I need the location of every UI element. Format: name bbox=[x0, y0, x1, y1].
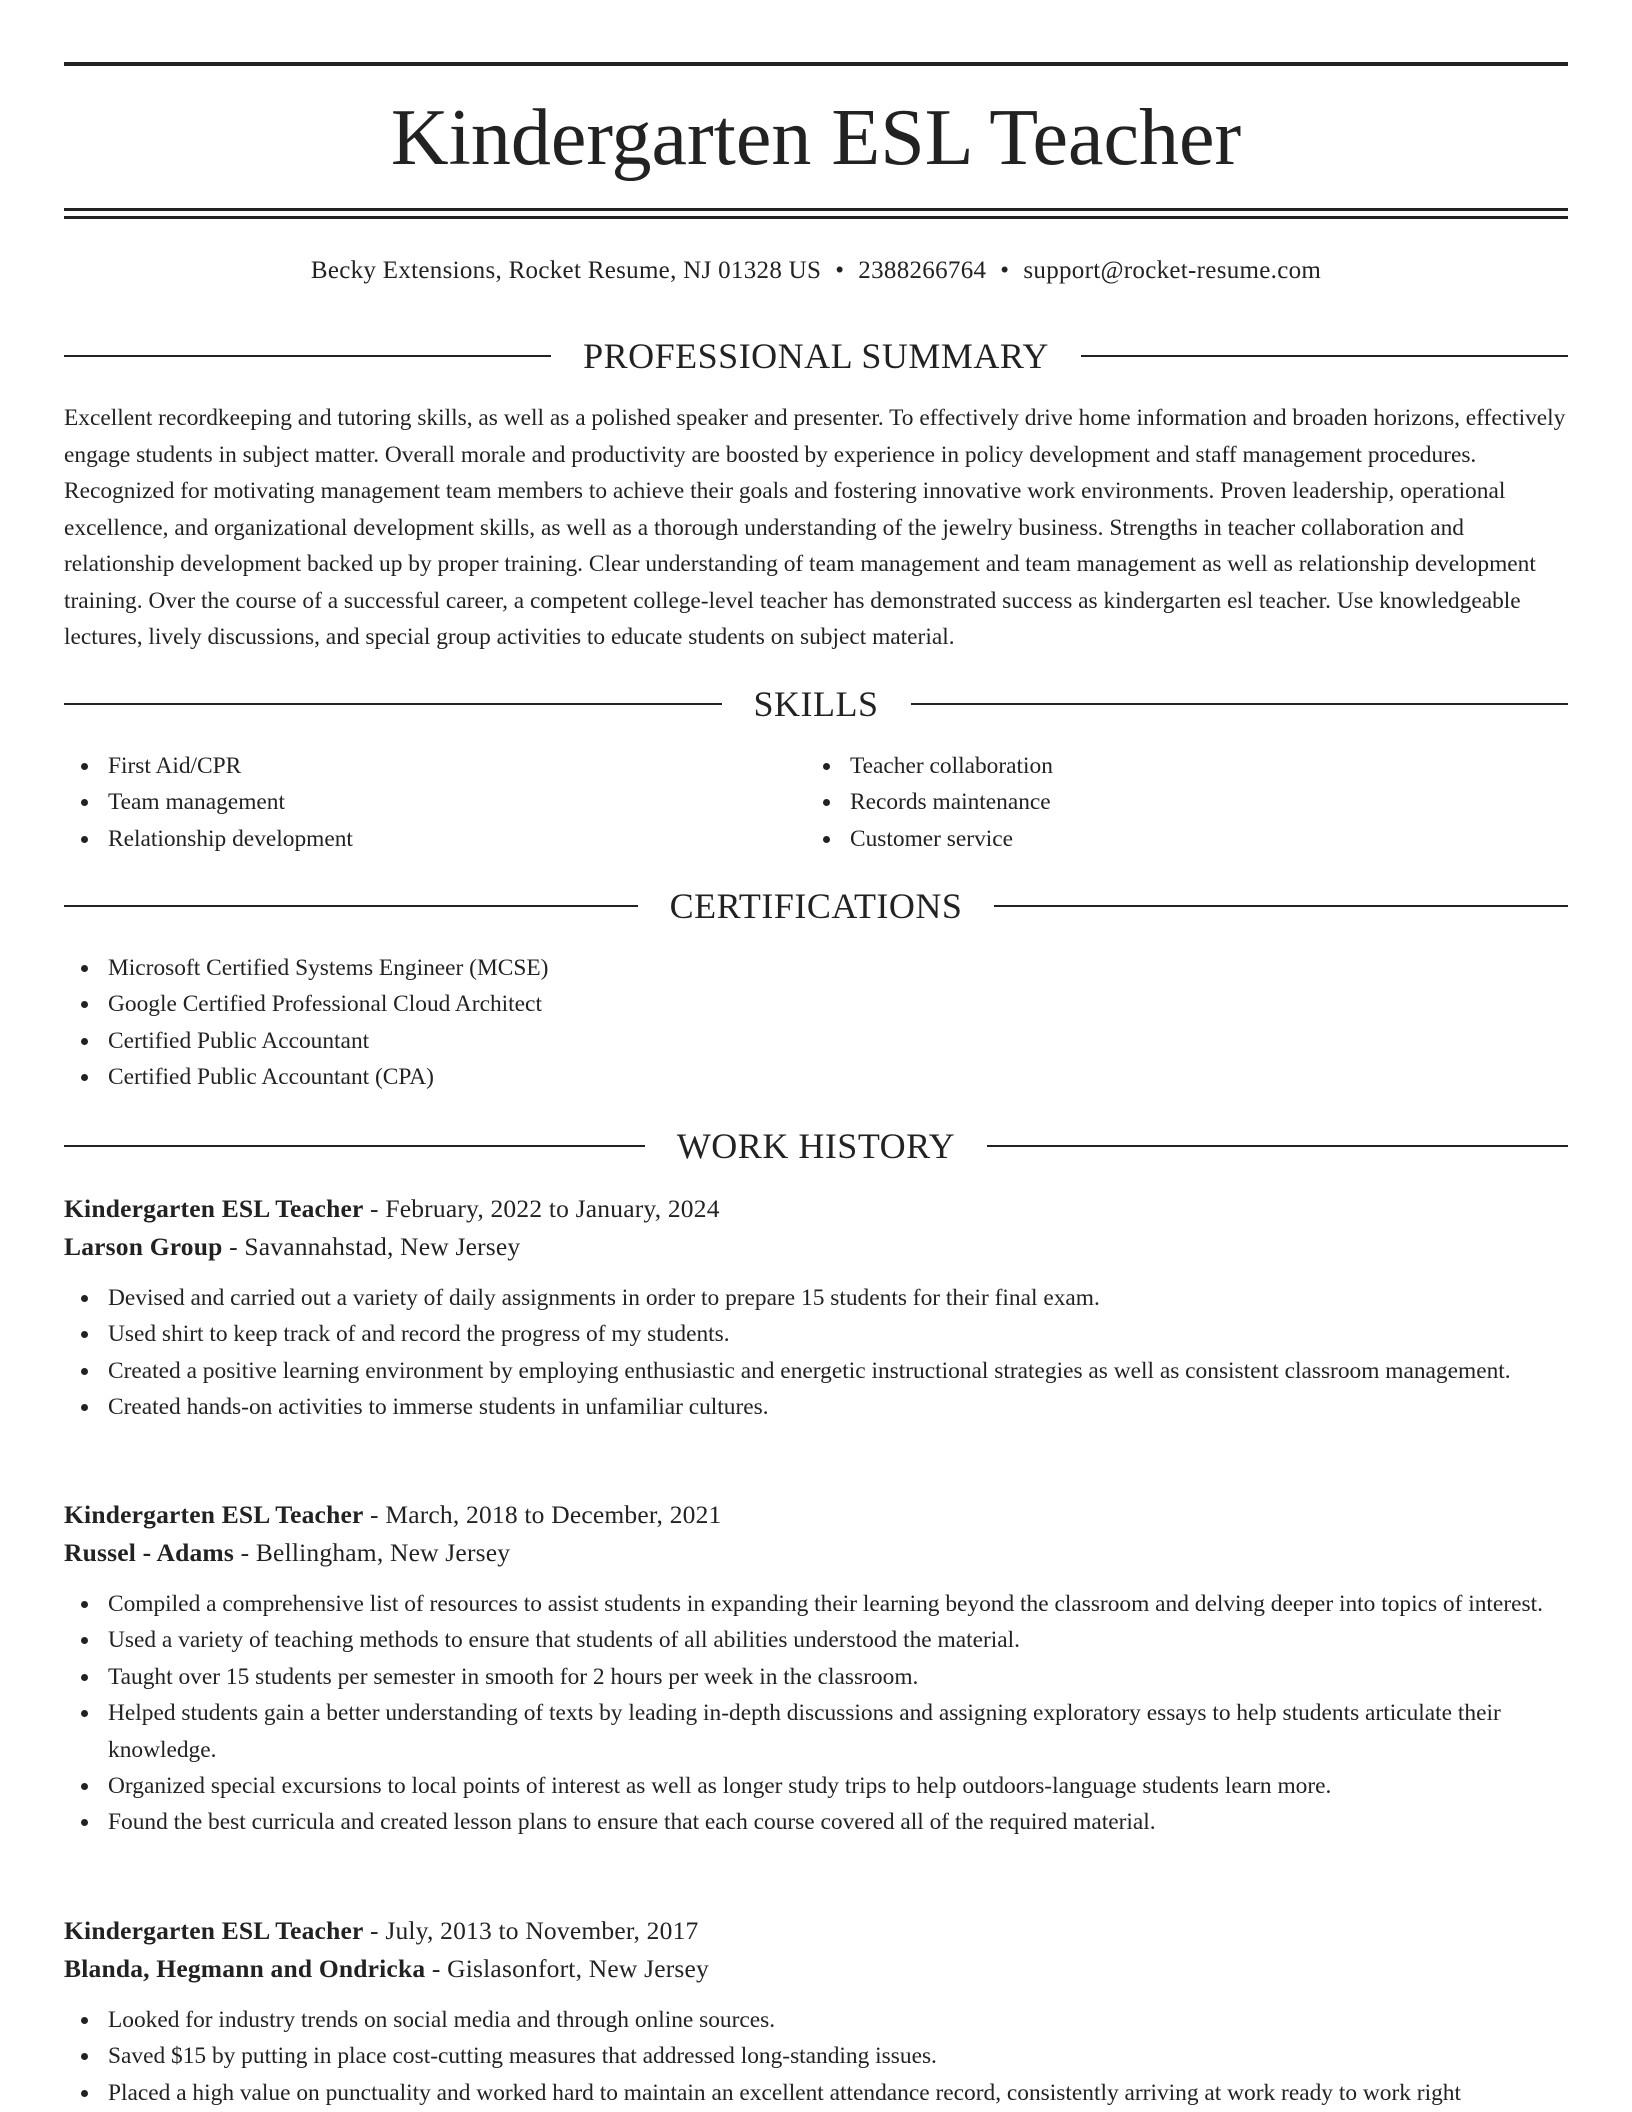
job-title-line bbox=[64, 1496, 1568, 1534]
job-duty: Found the best curricula and created lesson plans to ensure that each course covered all of the required material. bbox=[64, 1804, 1568, 1840]
job-duty: Placed a high value on punctuality and worked hard to maintain an excellent attendance record, consistently arriving at work ready to work right bbox=[64, 2075, 1568, 2111]
job-duties-list bbox=[64, 1586, 1568, 1841]
job-duty: Organized special excursions to local points of interest as well as longer study trips to help outdoors-language students learn more. bbox=[64, 1768, 1568, 1804]
skills-heading bbox=[64, 679, 1568, 729]
resume-title: Kindergarten ESL Teacher bbox=[390, 94, 1242, 182]
certifications-heading bbox=[64, 881, 1568, 931]
skills-list-left bbox=[64, 748, 764, 857]
job-company-line bbox=[64, 1534, 1568, 1572]
heading-rule bbox=[64, 1145, 645, 1147]
job-company-line bbox=[64, 1228, 1568, 1266]
job-title: Kindergarten ESL Teacher bbox=[64, 1500, 364, 1529]
job-duty: Taught over 15 students per semester in smooth for 2 hours per week in the classroom. bbox=[64, 1659, 1568, 1695]
job-company: Russel - Adams bbox=[64, 1538, 234, 1567]
title-double-rule bbox=[64, 208, 1568, 219]
job-company-line bbox=[64, 1950, 1568, 1988]
work-history-heading bbox=[64, 1121, 1568, 1171]
heading-rule bbox=[64, 355, 551, 357]
job-duty: Compiled a comprehensive list of resources to assist students in expanding their learning beyond the classroom and delving deeper into topics of interest. bbox=[64, 1586, 1568, 1622]
skill-item: Records maintenance bbox=[806, 784, 1506, 820]
contact-phone: 2388266764 bbox=[858, 257, 987, 284]
job-duty: Devised and carried out a variety of daily assignments in order to prepare 15 students for their final exam. bbox=[64, 1280, 1568, 1316]
job-company: Larson Group bbox=[64, 1232, 223, 1261]
job-entry bbox=[64, 1496, 1568, 1841]
heading-rule bbox=[64, 703, 722, 705]
job-duties-list bbox=[64, 1280, 1568, 1426]
certification-item: Certified Public Accountant (CPA) bbox=[64, 1059, 1568, 1095]
contact-separator: • bbox=[835, 257, 845, 284]
contact-email: support@rocket-resume.com bbox=[1023, 257, 1322, 284]
job-title-line bbox=[64, 1190, 1568, 1228]
skill-item: Customer service bbox=[806, 821, 1506, 857]
certification-item: Google Certified Professional Cloud Architect bbox=[64, 986, 1568, 1022]
job-title: Kindergarten ESL Teacher bbox=[64, 1916, 364, 1945]
skill-item: Relationship development bbox=[64, 821, 764, 857]
job-duty: Used a variety of teaching methods to ensure that students of all abilities understood the material. bbox=[64, 1622, 1568, 1658]
job-title: Kindergarten ESL Teacher bbox=[64, 1194, 364, 1223]
job-duties-list bbox=[64, 2002, 1568, 2111]
heading-rule bbox=[987, 1145, 1568, 1147]
contact-line bbox=[64, 253, 1568, 289]
job-location: - Savannahstad, New Jersey bbox=[222, 1232, 521, 1261]
job-duty: Helped students gain a better understanding of texts by leading in-depth discussions and assigning exploratory essays to help students articulate their knowledge. bbox=[64, 1695, 1568, 1768]
certifications-list bbox=[64, 950, 1568, 1096]
skills-list-right bbox=[806, 748, 1506, 857]
certification-item: Certified Public Accountant bbox=[64, 1023, 1568, 1059]
summary-heading bbox=[64, 331, 1568, 381]
certification-item: Microsoft Certified Systems Engineer (MCSE) bbox=[64, 950, 1568, 986]
job-duty: Looked for industry trends on social media and through online sources. bbox=[64, 2002, 1568, 2038]
heading-rule bbox=[64, 905, 638, 907]
job-location: - Gislasonfort, New Jersey bbox=[425, 1954, 709, 1983]
job-location: - Bellingham, New Jersey bbox=[234, 1538, 511, 1567]
job-entry bbox=[64, 1912, 1568, 2111]
skill-item: First Aid/CPR bbox=[64, 748, 764, 784]
summary-text: Excellent recordkeeping and tutoring skills, as well as a polished speaker and presenter. To effectively drive home information and broaden horizons, effectively engage students in subject matter. Overall morale and productivity are boosted by experience in policy development and staff management procedures. Recognized for motivating management team members to achieve their goals and fostering innovative work environments. Proven leadership, operational excellence, and organizational development skills, as well as a thorough understanding of the jewelry business. Strengths in teacher collaboration and relationship development backed up by proper training. Clear understanding of team management and team management as well as relationship development training. Over the course of a successful career, a competent college-level teacher has demonstrated success as kindergarten esl teacher. Use knowledgeable lectures, lively discussions, and special group activities to educate students on subject material. bbox=[64, 405, 1566, 650]
job-duty: Created a positive learning environment by employing enthusiastic and energetic instructional strategies as well as consistent classroom management. bbox=[64, 1353, 1568, 1389]
contact-address: Becky Extensions, Rocket Resume, NJ 01328 US bbox=[310, 257, 822, 284]
contact-separator: • bbox=[1000, 257, 1010, 284]
job-dates: - February, 2022 to January, 2024 bbox=[363, 1194, 720, 1223]
job-entry bbox=[64, 1190, 1568, 1426]
top-rule bbox=[64, 62, 1568, 66]
job-company: Blanda, Hegmann and Ondricka bbox=[64, 1954, 426, 1983]
job-duty: Created hands-on activities to immerse students in unfamiliar cultures. bbox=[64, 1389, 1568, 1425]
job-duty: Used shirt to keep track of and record the progress of my students. bbox=[64, 1316, 1568, 1352]
skill-item: Teacher collaboration bbox=[806, 748, 1506, 784]
skills-heading-text: SKILLS bbox=[753, 684, 879, 724]
heading-rule bbox=[911, 703, 1569, 705]
heading-rule bbox=[994, 905, 1568, 907]
work-history-heading-text: WORK HISTORY bbox=[676, 1126, 956, 1166]
heading-rule bbox=[1081, 355, 1568, 357]
summary-heading-text: PROFESSIONAL SUMMARY bbox=[583, 336, 1049, 376]
certifications-heading-text: CERTIFICATIONS bbox=[669, 886, 963, 926]
skill-item: Team management bbox=[64, 784, 764, 820]
job-dates: - July, 2013 to November, 2017 bbox=[363, 1916, 699, 1945]
job-duty: Saved $15 by putting in place cost-cutting measures that addressed long-standing issues. bbox=[64, 2038, 1568, 2074]
job-title-line bbox=[64, 1912, 1568, 1950]
job-dates: - March, 2018 to December, 2021 bbox=[363, 1500, 722, 1529]
